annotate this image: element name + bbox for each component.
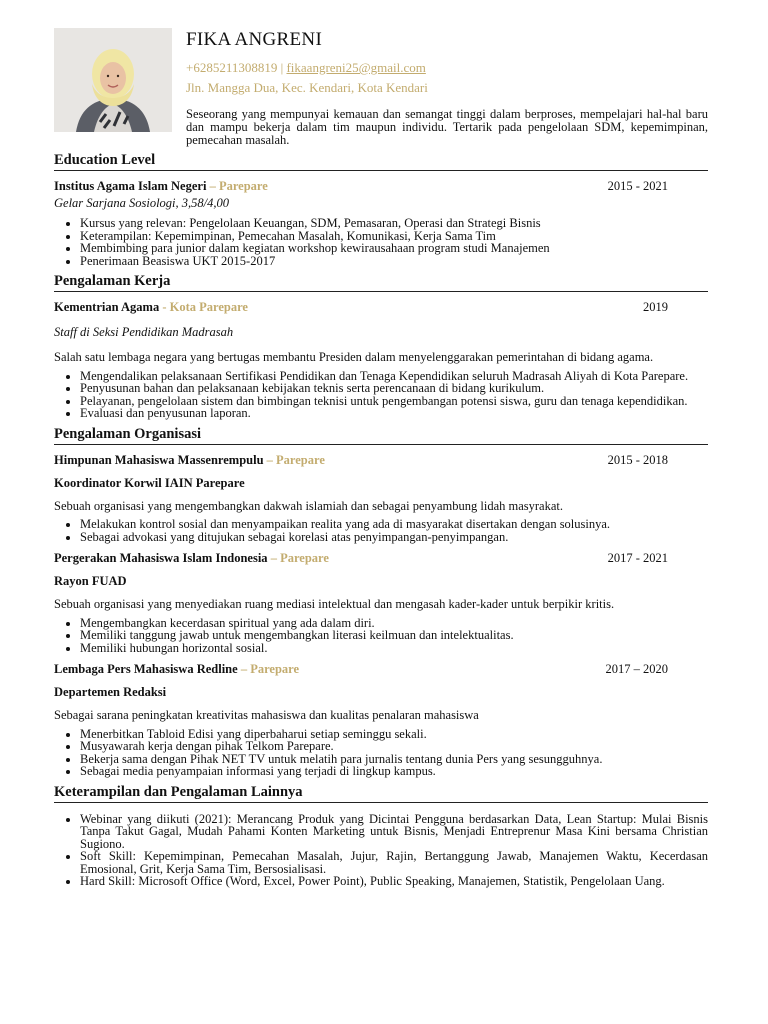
- list-item: • Penyusunan bahan dan pelaksanaan kebijakan teknis serta perencanaan di bidang kurikulum.: [80, 382, 708, 395]
- list-item: • Keterampilan: Kepemimpinan, Pemecahan Masalah, Komunikasi, Kerja Sama Tim: [80, 230, 708, 243]
- bullet-list: [54, 370, 708, 420]
- entry-description: Sebuah organisasi yang menyediakan ruang mediasi intelektual dan mengasah kader-kader untuk berpikir kritis.: [54, 597, 615, 611]
- entry-org: Himpunan Mahasiswa Massenrempulu: [54, 452, 264, 467]
- list-item: • Musyawarah kerja dengan pihak Telkom Parepare.: [80, 740, 708, 753]
- bullet-list: [54, 518, 708, 543]
- list-item: • Memiliki tanggung jawab untuk mengembangkan literasi keilmuan dan intelektualitas.: [80, 629, 708, 642]
- entry-date: 2015 - 2021: [607, 179, 668, 193]
- organization-section: [54, 426, 708, 778]
- education-section: [54, 152, 708, 267]
- entry-org-line: [54, 179, 268, 194]
- address-line: Jln. Mangga Dua, Kec. Kendari, Kota Kendari: [186, 80, 428, 95]
- entry-org: Lembaga Pers Mahasiswa Redline: [54, 662, 238, 676]
- candidate-name: FIKA ANGRENI: [186, 29, 323, 50]
- entry-org: Pergerakan Mahasiswa Islam Indonesia: [54, 551, 268, 565]
- entry-date: 2015 - 2018: [607, 452, 668, 467]
- list-item: • Penerimaan Beasiswa UKT 2015-2017: [80, 255, 708, 268]
- entry-header: [54, 300, 708, 315]
- role-line: Koordinator Korwil IAIN Parepare: [54, 475, 245, 490]
- section-title: Education Level: [54, 152, 708, 171]
- list-item: • Mengendalikan pelaksanaan Sertifikasi Pendidikan dan Tenaga Kependidikan seluruh Madrasah Aliyah di Kota Parepare.: [80, 370, 708, 383]
- list-item: • Pelayanan, pengelolaan sistem dan bimbingan teknisi untuk pengembangan potensi siswa, guru dan tenaga kependidikan.: [80, 395, 708, 408]
- entry-description: Sebuah organisasi yang mengembangkan dakwah islamiah dan sebagai penyambung lidah masyrakat.: [54, 498, 564, 513]
- list-item: • Sebagai advokasi yang ditujukan sebagai korelasi atas penyimpangan-penyimpangan.: [80, 531, 708, 544]
- entry-header: [54, 662, 708, 677]
- contact-separator: |: [277, 60, 287, 75]
- entry-header: [54, 179, 708, 194]
- list-item: • Bekerja sama dengan Pihak NET TV untuk melatih para jurnalis tentang dunia Pers yang sesungguhnya.: [80, 753, 708, 766]
- list-item: • Menerbitkan Tabloid Edisi yang diperbaharui setiap seminggu sekali.: [80, 728, 708, 741]
- entry-org: Kementrian Agama: [54, 300, 160, 314]
- role-line: Rayon FUAD: [54, 574, 127, 588]
- role-line: Staff di Seksi Pendidikan Madrasah: [54, 325, 234, 339]
- entry-org-line: [54, 300, 248, 315]
- entry-org-line: [54, 453, 325, 468]
- profile-summary: Seseorang yang mempunyai kemauan dan semangat tinggi dalam berproses, mempelajari hal-hal baru dan mampu bekerja dalam tim maupun individu. Tertarik pada pengelolaan SDM, kepemimpinan, pemecahan masalah.: [186, 107, 708, 147]
- phone-number: +6285211308819: [186, 60, 278, 75]
- list-item: • Evaluasi dan penyusunan laporan.: [80, 407, 708, 420]
- entry-org-line: [54, 662, 299, 677]
- header-info: [186, 28, 708, 146]
- email-link[interactable]: fikaangreni25@gmail.com: [286, 60, 426, 75]
- entry-org-line: [54, 551, 329, 566]
- entry-description: Salah satu lembaga negara yang bertugas membantu Presiden dalam menyelenggarakan pemerintahan di bidang agama.: [54, 350, 654, 364]
- org-entry: [54, 453, 708, 544]
- section-title: Pengalaman Organisasi: [54, 426, 708, 445]
- bullet-list: [54, 728, 708, 778]
- list-item: • Memiliki hubungan horizontal sosial.: [80, 642, 708, 655]
- list-item: • Soft Skill: Kepemimpinan, Pemecahan Masalah, Jujur, Rajin, Bertanggung Jawab, Manajemen Waktu, Kecerdasan Emosional, Grit, Kerja Sama Tim, Bersosialisasi.: [80, 850, 708, 875]
- org-entry: [54, 551, 708, 654]
- resume-page: [54, 28, 708, 888]
- entry-location: – Parepare: [206, 179, 268, 193]
- role-line: Departemen Redaksi: [54, 685, 167, 699]
- bullet-list: [54, 617, 708, 655]
- list-item: • Kursus yang relevan: Pengelolaan Keuangan, SDM, Pemasaran, Operasi dan Strategi Bisnis: [80, 217, 708, 230]
- bullet-list: [54, 217, 708, 267]
- org-entry: [54, 662, 708, 778]
- entry-date: 2017 – 2020: [605, 662, 668, 676]
- entry-date: 2017 - 2021: [607, 551, 668, 565]
- bullet-list: [54, 813, 708, 888]
- list-item: • Sebagai media penyampaian informasi yang terjadi di lingkup kampus.: [80, 765, 708, 778]
- list-item: • Membimbing para junior dalam kegiatan workshop kewirausahaan program studi Manajemen: [80, 242, 708, 255]
- degree-line: Gelar Sarjana Sosiologi, 3,58/4,00: [54, 196, 230, 210]
- entry-header: [54, 551, 708, 566]
- list-item: • Mengembangkan kecerdasan spiritual yang ada dalam diri.: [80, 617, 708, 630]
- contact-line: [186, 60, 708, 76]
- entry-header: [54, 453, 708, 468]
- entry-location: – Parepare: [237, 662, 300, 676]
- work-section: [54, 273, 708, 420]
- section-title: Pengalaman Kerja: [54, 273, 708, 292]
- resume-header: [54, 28, 708, 146]
- person-photo-icon: [54, 28, 172, 132]
- list-item: • Webinar yang diikuti (2021): Merancang Produk yang Dicintai Pengguna berdasarkan Data, Lean Startup: Mulai Bisnis Tanpa Takut Gagal, Mudah Pahami Konten Marketing untuk Bisnis, Menjadi Entreprenur Masa Kini bersama Christian Sugiono.: [80, 813, 708, 851]
- list-item: • Melakukan kontrol sosial dan menyampaikan realita yang ada di masyarakat disertakan dengan solusinya.: [80, 518, 708, 531]
- entry-description: Sebagai sarana peningkatan kreativitas mahasiswa dan kualitas penalaran mahasiswa: [54, 708, 479, 722]
- entry-date: 2019: [643, 300, 668, 314]
- list-item: • Hard Skill: Microsoft Office (Word, Excel, Power Point), Public Speaking, Manajemen, Statistik, Pengelolaan Uang.: [80, 875, 708, 888]
- entry-org: Institus Agama Islam Negeri: [54, 179, 207, 193]
- skills-section: [54, 784, 708, 888]
- profile-photo: [54, 28, 172, 132]
- entry-location: - Kota Parepare: [159, 300, 248, 314]
- entry-location: – Parepare: [267, 551, 329, 565]
- section-title: Keterampilan dan Pengalaman Lainnya: [54, 784, 708, 803]
- entry-location: – Parepare: [263, 452, 325, 467]
